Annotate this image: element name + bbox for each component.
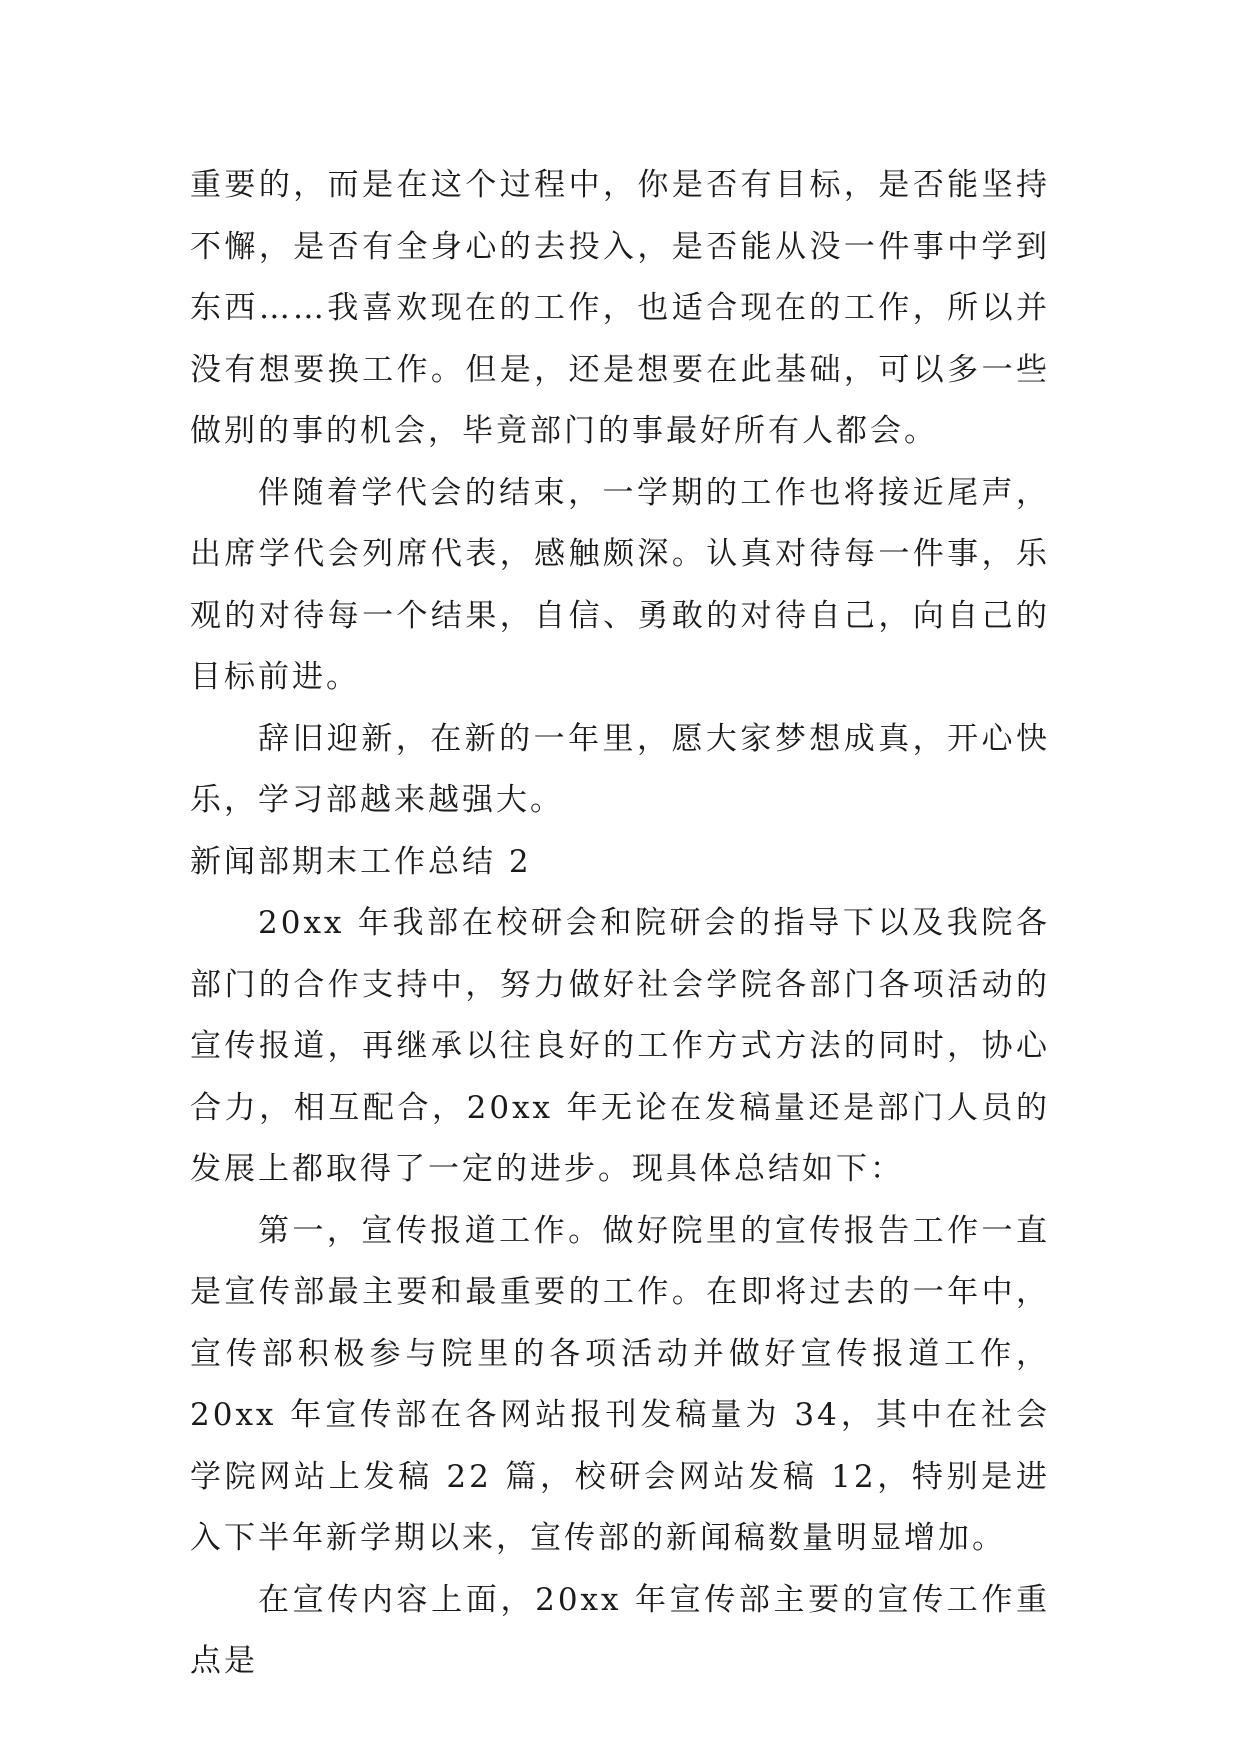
paragraph-publicity-work: 第一，宣传报道工作。做好院里的宣传报告工作一直是宣传部最主要和最重要的工作。在即将过去的一年中，宣传部积极参与院里的各项活动并做好宣传报道工作，20xx 年宣传部在各网站报刊发稿量为 34，其中在社会学院网站上发稿 22 篇，校研会网站发稿 12，特别是进入下半年新学期以来，宣传部的新闻稿数量明显增加。 — [190, 1212, 1050, 1556]
document-page — [190, 155, 1050, 1693]
paragraph-new-year-wishes: 辞旧迎新，在新的一年里，愿大家梦想成真，开心快乐，学习部越来越强大。 — [190, 720, 1050, 818]
section-title: 新闻部期末工作总结 2 — [190, 843, 532, 880]
paragraph-continuation: 重要的，而是在这个过程中，你是否有目标，是否能坚持不懈，是否有全身心的去投入，是否能从没一件事中学到东西……我喜欢现在的工作，也适合现在的工作，所以并没有想要换工作。但是，还是想要在此基础，可以多一些做别的事的机会，毕竟部门的事最好所有人都会。 — [190, 167, 1050, 449]
paragraph-student-congress: 伴随着学代会的结束，一学期的工作也将接近尾声，出席学代会列席代表，感触颇深。认真对待每一件事，乐观的对待每一个结果，自信、勇敢的对待自己，向自己的目标前进。 — [190, 474, 1050, 695]
paragraph-summary-intro: 20xx 年我部在校研会和院研会的指导下以及我院各部门的合作支持中，努力做好社会学院各部门各项活动的宣传报道，再继承以往良好的工作方式方法的同时，协心合力，相互配合，20xx 年无论在发稿量还是部门人员的发展上都取得了一定的进步。现具体总结如下： — [190, 905, 1050, 1187]
paragraph-publicity-content: 在宣传内容上面，20xx 年宣传部主要的宣传工作重点是 — [190, 1581, 1050, 1679]
